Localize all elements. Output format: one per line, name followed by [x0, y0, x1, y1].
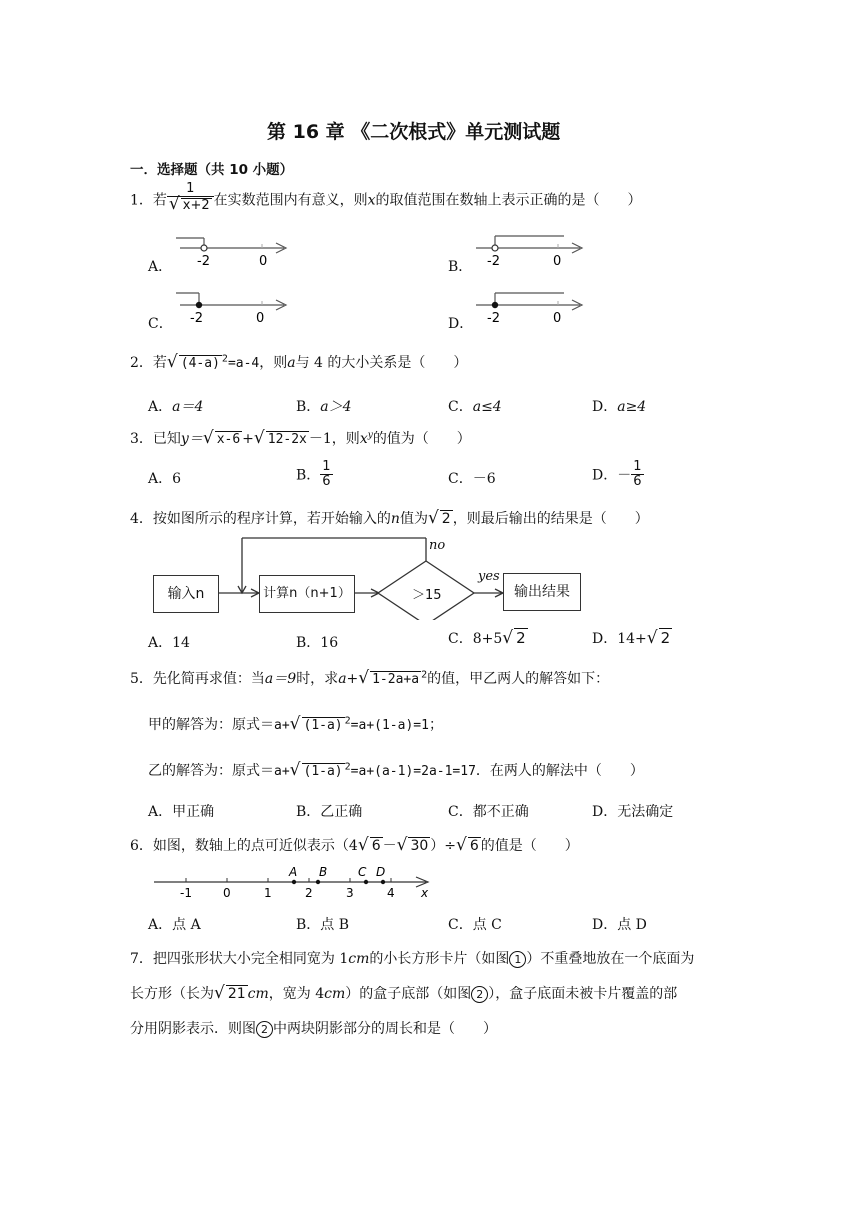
- option-d[interactable]: D．a≥4: [592, 399, 647, 415]
- option-a[interactable]: A．a＝4: [148, 399, 204, 415]
- circled-number: 2: [256, 1021, 273, 1038]
- axis-label: 0: [256, 311, 265, 326]
- section-heading: 一．选择题（共 10 小题）: [130, 162, 294, 178]
- question-6: 6．如图，数轴上的点可近似表示（4√ 6 －√ 30 ）÷√ 6 的值是（ ）: [130, 835, 579, 855]
- option-a[interactable]: A．甲正确: [148, 804, 215, 820]
- option-b[interactable]: B． $\frac{1}{6}$: [296, 459, 331, 489]
- flow-condition-text: ＞15: [412, 588, 442, 603]
- axis-label: -2: [487, 254, 500, 269]
- option-c[interactable]: C．: [148, 316, 173, 332]
- number-line-q6: [150, 860, 440, 900]
- option-c[interactable]: C．8+5√ 2: [448, 628, 526, 648]
- question-3: 3．已知y＝√ x-6 +√ 12-2x －1，则$x^y$的值为（ ）: [130, 428, 471, 448]
- fraction: $\frac{1}{√ x+2}$: [167, 182, 214, 213]
- option-a[interactable]: A．: [148, 259, 173, 275]
- page-title: 第 16 章 《二次根式》单元测试题: [267, 121, 561, 143]
- number-line-b: [468, 228, 588, 270]
- number-line-c: [172, 285, 292, 327]
- axis-label: 0: [553, 311, 562, 326]
- point-label: B: [319, 865, 328, 879]
- answer-jia: 甲的解答为：原式＝a+√ (1-a) $^2$=a+(1-a)=1；: [148, 714, 443, 734]
- point-label: C: [358, 865, 367, 879]
- circled-number: 2: [471, 986, 488, 1003]
- axis-label: 0: [553, 254, 562, 269]
- tick-label: 0: [223, 886, 231, 900]
- question-7-line-1: 7．把四张形状大小完全相同宽为 1cm的小长方形卡片（如图 1 ）不重叠地放在一个底面为: [130, 951, 695, 967]
- axis-var: x: [421, 886, 429, 900]
- option-d[interactable]: D．无法确定: [592, 804, 674, 820]
- number-line-d: [468, 285, 588, 327]
- tick-label: 1: [264, 886, 272, 900]
- option-c[interactable]: C．a≤4: [448, 399, 502, 415]
- axis-label: 0: [259, 254, 268, 269]
- tick-label: 4: [387, 886, 395, 900]
- option-b[interactable]: B．乙正确: [296, 804, 363, 820]
- option-b[interactable]: B．: [448, 259, 473, 275]
- tick-label: -1: [180, 886, 192, 900]
- tick-label: 2: [305, 886, 313, 900]
- axis-label: -2: [487, 311, 500, 326]
- point-label: A: [289, 865, 298, 879]
- flow-input-box: 输入n: [153, 575, 219, 613]
- question-7-line-2: 长方形（长为√ 21 cm，宽为 4cm）的盒子底部（如图 2 ），盒子底面未被卡片覆盖的部: [130, 983, 678, 1003]
- axis-label: -2: [190, 311, 203, 326]
- point-label: D: [376, 865, 386, 879]
- option-c[interactable]: C．点 C: [448, 917, 502, 933]
- option-a[interactable]: A．点 A: [148, 917, 201, 933]
- answer-yi: 乙的解答为：原式＝a+√ (1-a) $^2$=a+(a-1)=2a-1=17．在两人的解法中（ ）: [148, 760, 644, 780]
- question-4: 4．按如图所示的程序计算，若开始输入的n值为√ 2 ，则最后输出的结果是（ ）: [130, 508, 649, 528]
- flow-compute-box: 计算n（n+1）: [259, 575, 355, 613]
- circled-number: 1: [509, 951, 526, 968]
- option-c[interactable]: C．都不正确: [448, 804, 529, 820]
- axis-label: -2: [197, 254, 210, 269]
- question-7-line-3: 分用阴影表示．则图 2 中两块阴影部分的周长和是（ ）: [130, 1021, 497, 1037]
- option-d[interactable]: D．－ $\frac{1}{6}$: [592, 459, 642, 489]
- option-c[interactable]: C．－6: [448, 471, 496, 487]
- flow-yes-label: yes: [478, 569, 500, 584]
- option-b[interactable]: B．a＞4: [296, 399, 352, 415]
- option-a[interactable]: A．14: [148, 635, 190, 651]
- option-d[interactable]: D．: [448, 316, 474, 332]
- question-2: 2．若√ (4-a) $^2$=a-4，则a与 4 的大小关系是（ ）: [130, 352, 468, 372]
- flow-no-label: no: [429, 538, 446, 553]
- option-b[interactable]: B．点 B: [296, 917, 350, 933]
- option-d[interactable]: D．14+√ 2: [592, 628, 671, 648]
- option-b[interactable]: B．16: [296, 635, 339, 651]
- tick-label: 3: [346, 886, 354, 900]
- question-5: 5．先化简再求值：当a＝9时，求a+√ 1-2a+a $^2$的值，甲乙两人的解答如下：: [130, 668, 610, 688]
- option-d[interactable]: D．点 D: [592, 917, 647, 933]
- number-line-a: [172, 228, 292, 270]
- flow-output-box: 输出结果: [503, 573, 581, 611]
- question-number: 1．: [130, 192, 153, 209]
- option-a[interactable]: A．6: [148, 471, 182, 487]
- question-1: 1．若 $\frac{1}{√ x+2}$ 在实数范围内有意义，则x的取值范围在数轴上表示正确的是（ ）: [130, 181, 642, 214]
